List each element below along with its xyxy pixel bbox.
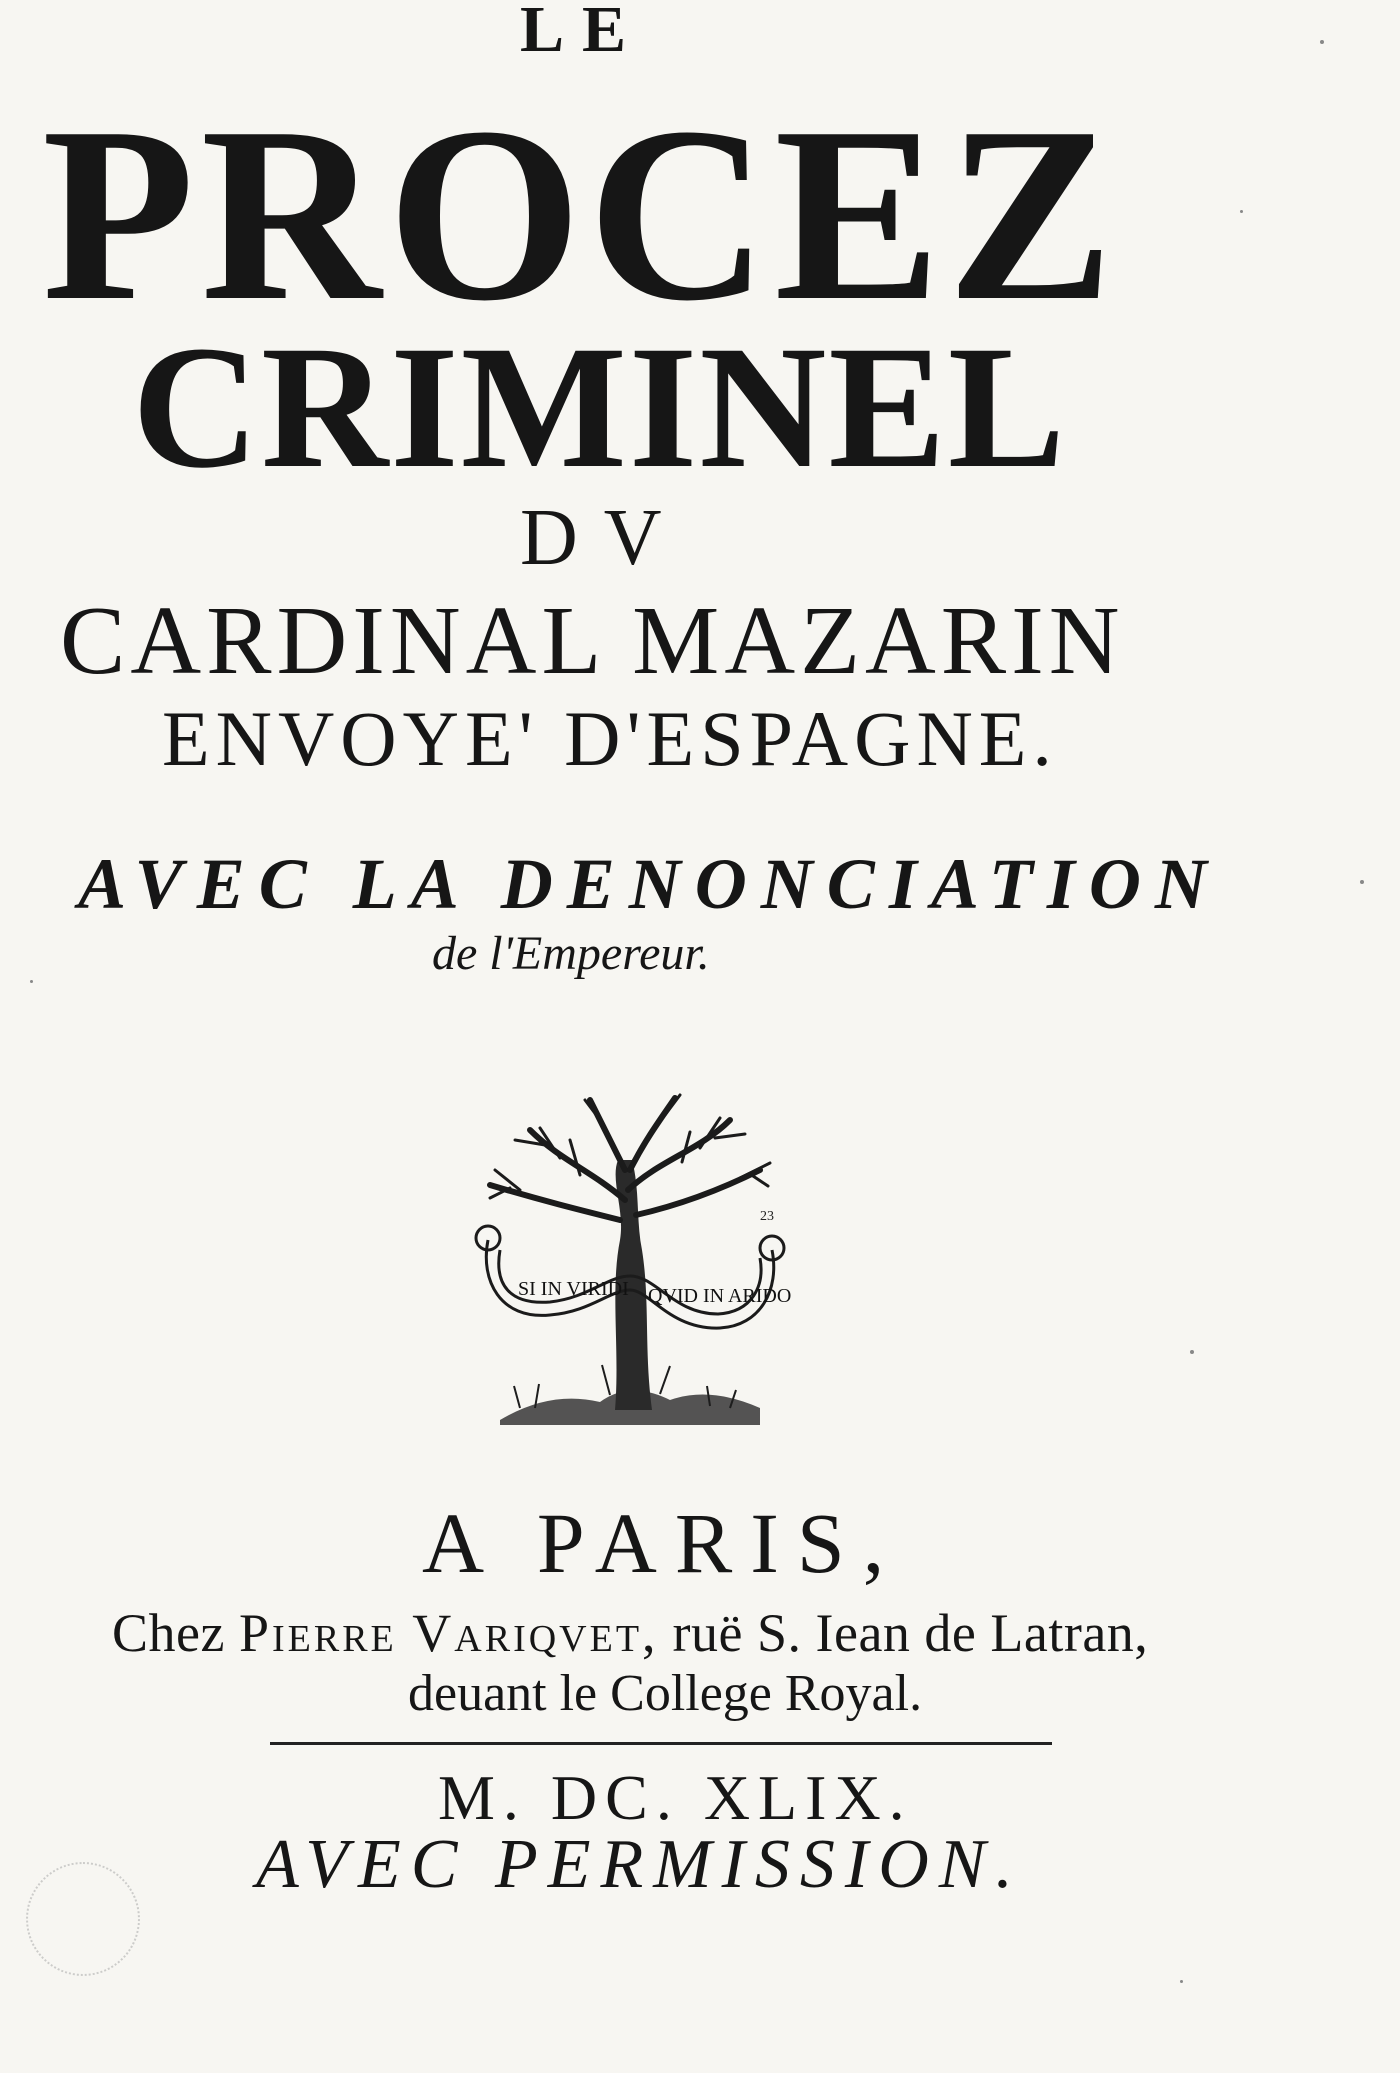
horizontal-rule [270,1742,1052,1745]
imprint-chez: Chez [112,1603,225,1663]
paper-speck [1190,1350,1194,1354]
imprint-location: deuant le College Royal. [408,1665,923,1722]
library-stamp-icon [26,1862,140,1976]
imprint-printer-name: Pierre Variqvet, [238,1603,659,1663]
paper-speck [1240,210,1243,213]
tree-printers-device-icon [460,1090,800,1430]
title-criminel: CRIMINEL [132,310,1068,505]
imprint-year: M. DC. XLIX. [438,1762,913,1833]
imprint-permission: AVEC PERMISSION. [256,1826,1023,1903]
title-cardinal: CARDINAL MAZARIN [60,587,1125,695]
subtitle-empereur: de l'Empereur. [432,927,710,980]
title-article: LE [520,0,645,66]
paper-speck [1320,40,1324,44]
title-envoye: ENVOYE' D'ESPAGNE. [162,695,1058,782]
paper-speck [30,980,33,983]
imprint-city: A PARIS, [422,1495,903,1591]
subtitle-denonciation: AVEC LA DENONCIATION [78,844,1221,924]
motto-right: QVID IN ARIDO [648,1285,792,1307]
imprint-address: ruë S. Iean de Latran, [672,1603,1149,1663]
title-main: PROCEZ [42,76,1120,353]
device-number: 23 [760,1209,774,1224]
paper-speck [1180,1980,1183,1983]
motto-left: SI IN VIRIDI [518,1278,629,1300]
title-dv: DV [520,494,688,582]
imprint-printer-line [112,1603,1149,1663]
paper-speck [1360,880,1364,884]
